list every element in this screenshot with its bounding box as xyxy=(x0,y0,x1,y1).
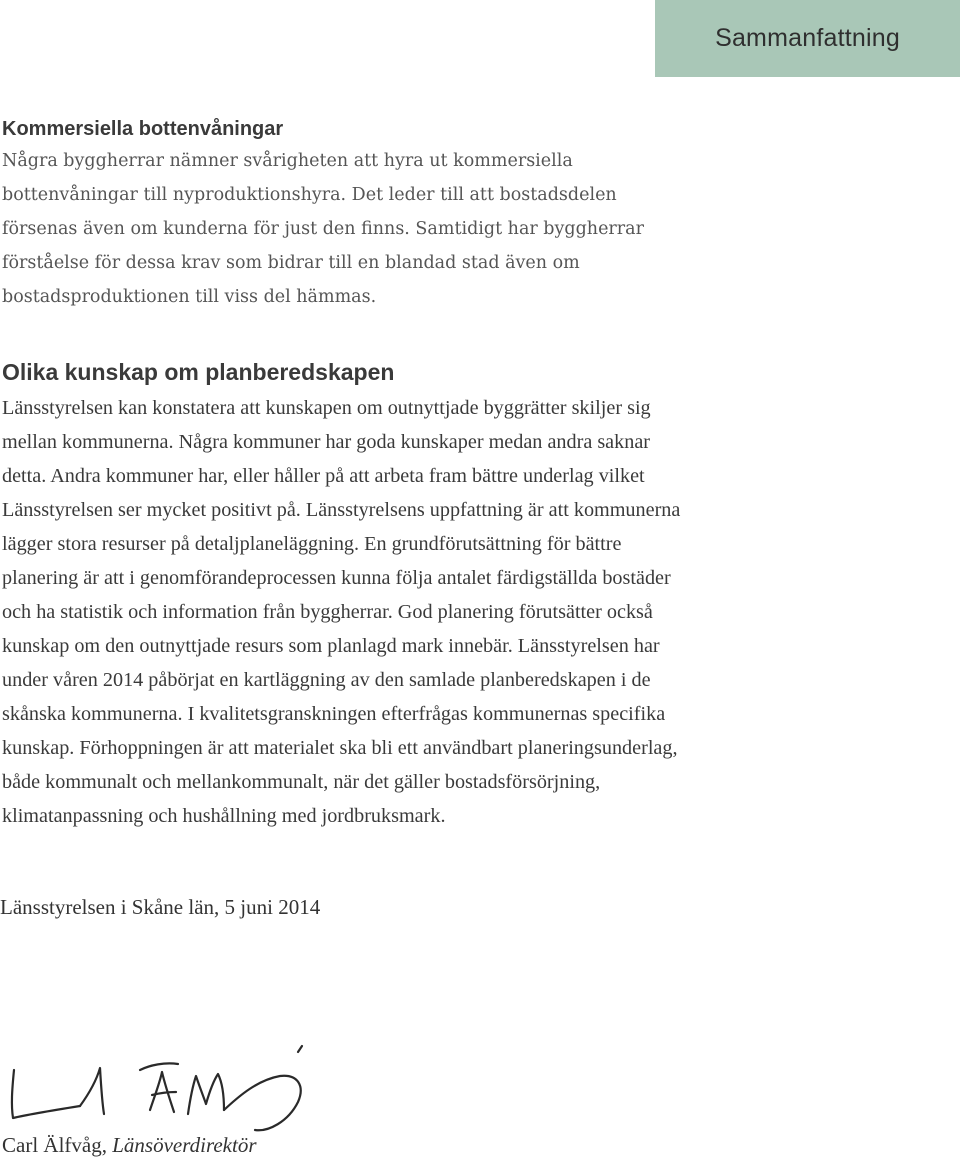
signer xyxy=(2,1133,257,1158)
signer-title: Länsöverdirektör xyxy=(112,1133,257,1157)
section-title: Sammanfattning xyxy=(715,24,900,52)
dateline: Länsstyrelsen i Skåne län, 5 juni 2014 xyxy=(0,895,321,919)
handwritten-signature xyxy=(0,1040,320,1135)
signer-name: Carl Älfvåg, xyxy=(2,1133,107,1157)
section-body-planning-knowledge: Länsstyrelsen kan konstatera att kunskapen om outnyttjade byggrätter skiljer sig mellan kommunerna. Några kommuner har goda kunskaper medan andra saknar detta. Andra kommuner har, eller håller på att arbeta fram bättre underlag vilket Länsstyrelsen ser mycket positivt på. Länsstyrelsens uppfattning är att kommunerna lägger stora resurser på detaljplaneläggning. En grundförutsättning för bättre planering är att i genomförandeprocessen kunna följa antalet färdigställda bostäder och ha statistik och information från byggherrar. God planering förutsätter också kunskap om den outnyttjade resurs som planlagd mark innebär. Länsstyrelsen har under våren 2014 påbörjat en kartläggning av den samlade planberedskapen i de skånska kommunerna. I kvalitetsgranskningen efterfrågas kommunernas specifika kunskap. Förhoppningen är att materialet ska bli ett användbart planeringsunderlag, både kommunalt och mellankommunalt, när det gäller bostadsförsörjning, klimatanpassning och hushållning med jordbruksmark. xyxy=(2,397,681,827)
section-heading-commercial-ground-floors: Kommersiella bottenvåningar xyxy=(2,118,284,140)
section-title-tab xyxy=(655,0,960,77)
section-body-commercial-ground-floors: Några byggherrar nämner svårigheten att hyra ut kommersiella bottenvåningar till nyproduktionshyra. Det leder till att bostadsdelen försenas även om kunderna för just den finns. Samtidigt har byggherrar förståelse för dessa krav som bidrar till en blandad stad även om bostadsproduktionen till viss del hämmas. xyxy=(2,151,644,307)
section-heading-planning-knowledge: Olika kunskap om planberedskapen xyxy=(2,359,395,385)
